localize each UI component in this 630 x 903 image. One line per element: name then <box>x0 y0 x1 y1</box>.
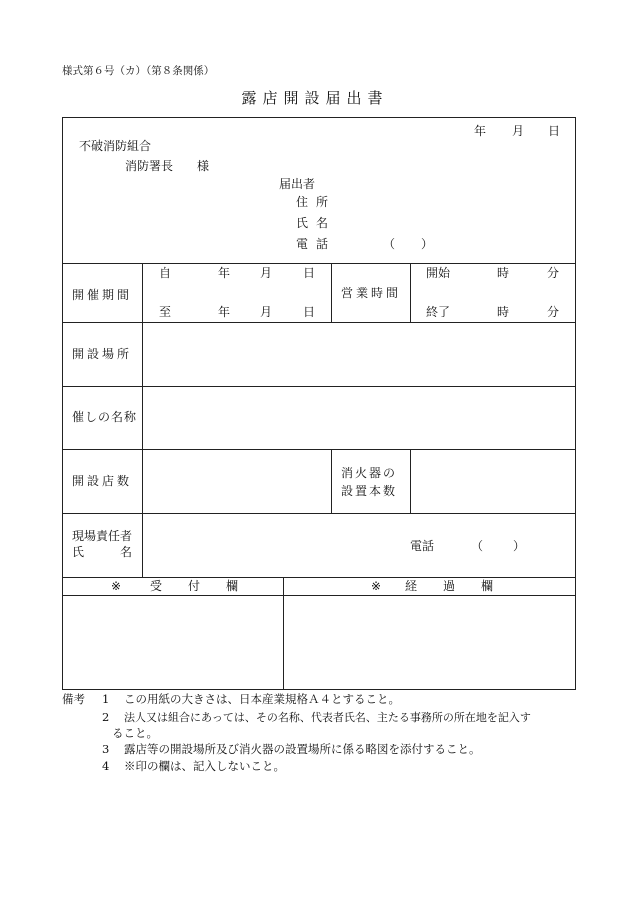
form-number: 様式第６号（カ）（第８条関係） <box>62 65 215 77</box>
note-1-number: 1 <box>102 692 110 706</box>
supervisor-phone-paren-close: ） <box>513 539 526 553</box>
hours-end: 終了 <box>426 305 451 319</box>
date-day-label: 日 <box>548 124 561 138</box>
period-to: 至 <box>159 305 172 319</box>
date-month-label: 月 <box>512 124 525 138</box>
document-title: 露店開設届出書 <box>241 89 389 107</box>
notifier-label: 届出者 <box>279 177 316 191</box>
supervisor-phone-paren-open: （ <box>471 539 484 553</box>
note-3-number: 3 <box>102 742 110 756</box>
progress-mark: ※ <box>371 579 382 593</box>
addressee-chief: 消防署長 <box>125 159 174 173</box>
hours-end-hour: 時 <box>497 305 510 319</box>
stalls-label: 開設店数 <box>72 474 133 488</box>
addressee-org: 不破消防組合 <box>79 139 152 153</box>
form-table <box>62 117 576 690</box>
note-2-text-continued: ること。 <box>112 726 158 740</box>
extinguishers-label-line2: 設置本数 <box>341 484 398 498</box>
notes-heading: 備考 <box>62 692 85 706</box>
period-to-year: 年 <box>218 305 231 319</box>
period-from-day: 日 <box>303 266 316 280</box>
addressee-honorific: 様 <box>197 159 210 173</box>
column-divider <box>410 263 411 322</box>
note-4-text: ※印の欄は、記入しないこと。 <box>124 759 285 773</box>
period-from-year: 年 <box>218 266 231 280</box>
row-divider <box>63 449 575 450</box>
extinguishers-label-line1: 消火器の <box>341 466 398 480</box>
supervisor-label-line2b: 名 <box>120 545 133 559</box>
note-1-text: この用紙の大きさは、日本産業規格Ａ４とすること。 <box>124 692 400 706</box>
supervisor-label-line2a: 氏 <box>72 545 85 559</box>
row-divider <box>63 513 575 514</box>
notifier-phone-label: 電話 <box>296 237 337 251</box>
supervisor-phone-label: 電話 <box>410 539 435 553</box>
notifier-phone-paren-open: （ <box>383 237 396 251</box>
supervisor-label-line1: 現場責任者 <box>72 529 133 543</box>
notifier-phone-paren-close: ） <box>421 237 434 251</box>
note-4-number: 4 <box>102 759 110 773</box>
period-to-month: 月 <box>260 305 273 319</box>
row-divider <box>63 263 575 264</box>
notifier-name-label: 氏名 <box>296 216 337 230</box>
column-divider <box>331 449 332 513</box>
event-name-label: 催しの名称 <box>72 410 138 424</box>
hours-label: 営業時間 <box>341 286 402 300</box>
note-2-text: 法人又は組合にあっては、その名称、代表者氏名、主たる事務所の所在地を記入す <box>124 711 531 724</box>
period-to-day: 日 <box>303 305 316 319</box>
hours-start: 開始 <box>426 266 451 280</box>
notifier-address-label: 住所 <box>296 195 337 209</box>
row-divider <box>63 322 575 323</box>
column-divider <box>410 449 411 513</box>
note-3-text: 露店等の開設場所及び消火器の設置場所に係る略図を添付すること。 <box>124 742 481 756</box>
column-divider <box>283 577 284 689</box>
row-divider <box>63 386 575 387</box>
progress-label: 経過欄 <box>405 579 520 593</box>
column-divider <box>142 263 143 577</box>
date-year-label: 年 <box>474 124 487 138</box>
location-label: 開設場所 <box>72 347 133 361</box>
period-from-month: 月 <box>260 266 273 280</box>
reception-label: 受付欄 <box>150 579 265 593</box>
period-from: 自 <box>159 266 172 280</box>
period-label: 開催期間 <box>72 288 133 302</box>
hours-start-minute: 分 <box>547 266 560 280</box>
note-2-number: 2 <box>102 710 110 724</box>
column-divider <box>331 263 332 322</box>
row-divider <box>63 595 575 596</box>
hours-start-hour: 時 <box>497 266 510 280</box>
row-divider <box>63 577 575 578</box>
reception-mark: ※ <box>111 579 122 593</box>
hours-end-minute: 分 <box>547 305 560 319</box>
